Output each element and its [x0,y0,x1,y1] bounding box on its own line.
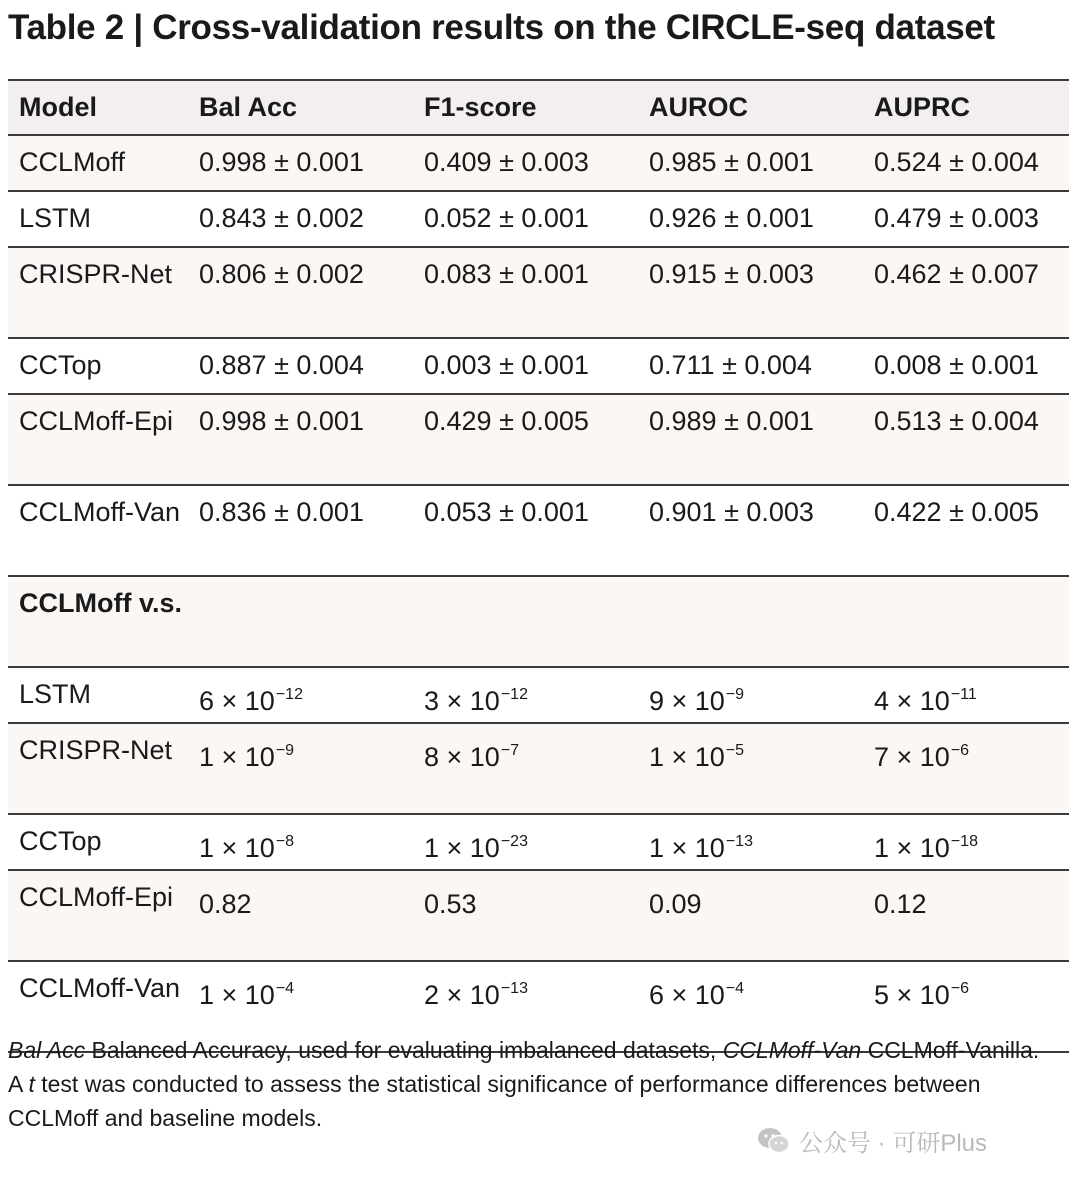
model-name: CCTop [19,826,102,856]
table-row [8,338,1069,394]
p-value: $9 \times 10^{-9}$ [649,686,745,716]
table-row [8,667,1069,723]
model-name: CCLMoff-Epi [19,406,174,436]
p-value: $5 \times 10^{-6}$ [874,980,970,1010]
wechat-icon [757,1127,791,1155]
table-row [8,814,1069,870]
p-value: $6 \times 10^{-4}$ [649,980,745,1010]
column-header-model: Model [19,92,97,122]
p-value: $3 \times 10^{-12}$ [424,686,528,716]
table-row [8,191,1069,247]
column-header-auroc: AUROC [649,92,748,122]
table-row [8,870,1069,961]
p-value: $1 \times 10^{-23}$ [424,833,528,863]
metric-value: 0.711 ± 0.004 [649,350,812,380]
t-test-note: A t test was conducted to assess the statistical significance of performance differences between CCLMoff and baseline models. [8,1071,981,1131]
model-name: CRISPR-Net [19,735,173,765]
p-value: $8 \times 10^{-7}$ [424,742,520,772]
model-name: CCLMoff-Van [19,973,181,1003]
metric-value: 0.409 ± 0.003 [424,147,589,177]
p-value: 0.53 [424,889,477,919]
metric-value: 0.513 ± 0.004 [874,406,1039,436]
p-value: $1 \times 10^{-9}$ [199,742,295,772]
metric-value: 0.843 ± 0.002 [199,203,364,233]
p-value: $6 \times 10^{-12}$ [199,686,303,716]
metric-value: 0.989 ± 0.001 [649,406,814,436]
metric-value: 0.462 ± 0.007 [874,259,1039,289]
p-value: $1 \times 10^{-5}$ [649,742,745,772]
table-row [8,485,1069,576]
column-header-auprc: AUPRC [874,92,971,122]
p-value: $1 \times 10^{-8}$ [199,833,295,863]
model-name: CCLMoff [19,147,126,177]
metric-value: 0.008 ± 0.001 [874,350,1039,380]
metric-value: 0.887 ± 0.004 [199,350,364,380]
p-value: $1 \times 10^{-18}$ [874,833,978,863]
table-row [8,723,1069,814]
watermark [757,1123,987,1158]
metric-value: 0.998 ± 0.001 [199,406,364,436]
p-value: $1 \times 10^{-13}$ [649,833,753,863]
metric-value: 0.429 ± 0.005 [424,406,589,436]
model-name: LSTM [19,203,92,233]
p-value: $2 \times 10^{-13}$ [424,980,528,1010]
metric-value: 0.915 ± 0.003 [649,259,814,289]
metric-value: 0.422 ± 0.005 [874,497,1039,527]
table-row [8,135,1069,191]
metric-value: 0.524 ± 0.004 [874,147,1039,177]
table-caption [8,1033,1068,1135]
p-value: $1 \times 10^{-4}$ [199,980,295,1010]
table-row [8,394,1069,485]
metric-value: 0.003 ± 0.001 [424,350,589,380]
p-value: $7 \times 10^{-6}$ [874,742,970,772]
table-row [8,247,1069,338]
model-name: CRISPR-Net [19,259,173,289]
metric-value: 0.998 ± 0.001 [199,147,364,177]
p-value: 0.82 [199,889,252,919]
model-name: LSTM [19,679,92,709]
metric-value: 0.083 ± 0.001 [424,259,589,289]
metric-value: 0.806 ± 0.002 [199,259,364,289]
metric-value: 0.479 ± 0.003 [874,203,1039,233]
header-row [8,80,1069,135]
section-label: CCLMoff v.s. [19,588,182,618]
metric-value: 0.836 ± 0.001 [199,497,364,527]
section-header-row [8,576,1069,667]
watermark-text: 公众号 · 可研Plus [799,1130,988,1157]
abbreviation-note: Bal Acc Balanced Accuracy, used for evaluating imbalanced datasets, CCLMoff-Van CCLMoff-Vanilla. [8,1037,1040,1063]
model-name: CCLMoff-Van [19,497,181,527]
metric-value: 0.053 ± 0.001 [424,497,589,527]
metric-value: 0.052 ± 0.001 [424,203,589,233]
metric-value: 0.985 ± 0.001 [649,147,814,177]
column-header-f1-score: F1-score [424,92,537,122]
table-title: Table 2 | Cross-validation results on the CIRCLE-seq dataset [8,8,995,47]
p-value: 0.09 [649,889,702,919]
model-name: CCTop [19,350,102,380]
p-value: 0.12 [874,889,927,919]
results-table [8,79,1069,1053]
metric-value: 0.901 ± 0.003 [649,497,814,527]
model-name: CCLMoff-Epi [19,882,174,912]
column-header-bal-acc: Bal Acc [199,92,298,122]
p-value: $4 \times 10^{-11}$ [874,686,977,716]
metric-value: 0.926 ± 0.001 [649,203,814,233]
